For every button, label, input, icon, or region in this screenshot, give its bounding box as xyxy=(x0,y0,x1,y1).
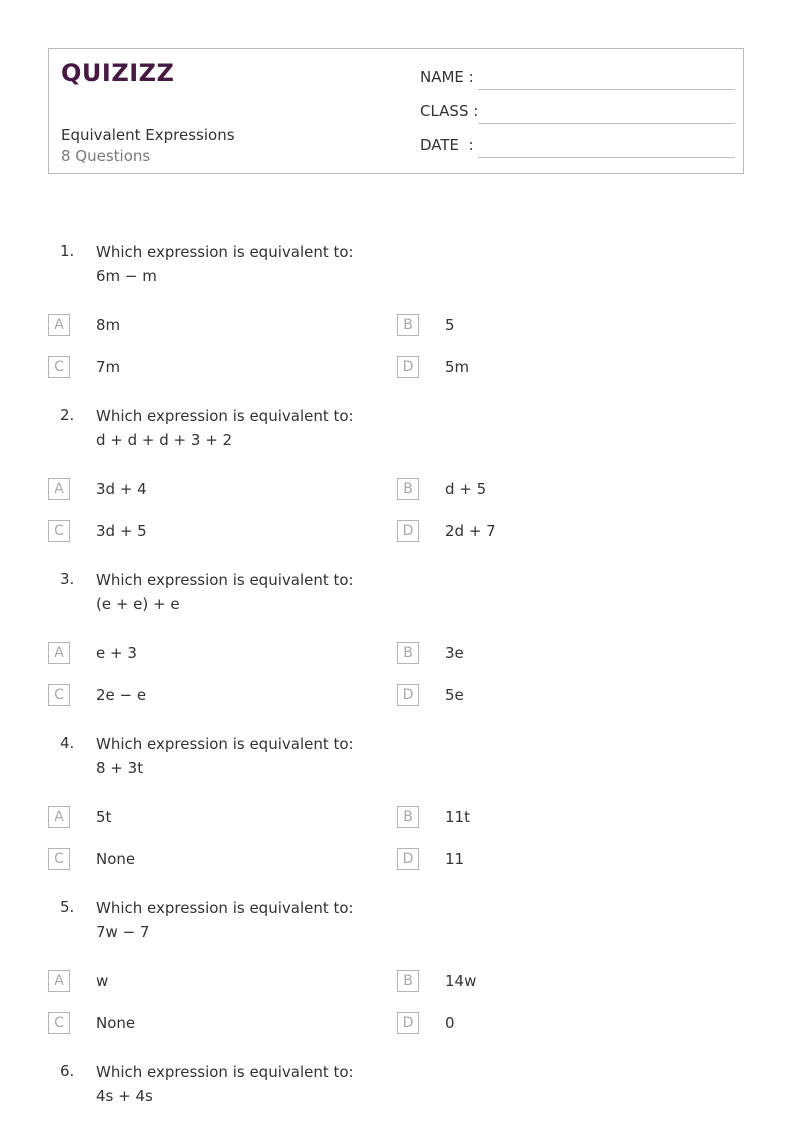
question-prompt: Which expression is equivalent to: xyxy=(96,735,354,753)
question-number: 1. xyxy=(60,242,75,260)
question-expression: 8 + 3t xyxy=(96,759,144,777)
worksheet-header xyxy=(48,48,744,174)
question-prompt: Which expression is equivalent to: xyxy=(96,571,354,589)
option-text-b: 11t xyxy=(445,808,470,826)
option-box-a[interactable]: A xyxy=(48,478,70,500)
question-prompt: Which expression is equivalent to: xyxy=(96,899,354,917)
name-field[interactable] xyxy=(420,68,735,92)
option-box-d[interactable]: D xyxy=(397,356,419,378)
option-text-c: 3d + 5 xyxy=(96,522,147,540)
question-count: 8 Questions xyxy=(61,147,151,165)
option-text-a: w xyxy=(96,972,109,990)
option-text-b: d + 5 xyxy=(445,480,487,498)
class-field[interactable] xyxy=(420,102,735,126)
question-text xyxy=(96,1060,354,1108)
option-text-d: 5m xyxy=(445,358,470,376)
question-text xyxy=(96,732,354,780)
question-text xyxy=(96,896,354,944)
question-number: 5. xyxy=(60,898,75,916)
option-text-c: None xyxy=(96,850,136,868)
question-prompt: Which expression is equivalent to: xyxy=(96,407,354,425)
question-number: 4. xyxy=(60,734,75,752)
option-text-a: 5t xyxy=(96,808,112,826)
option-text-b: 14w xyxy=(445,972,477,990)
question-text xyxy=(96,240,354,288)
option-text-d: 11 xyxy=(445,850,465,868)
class-label: CLASS : xyxy=(420,102,479,120)
question-prompt: Which expression is equivalent to: xyxy=(96,1063,354,1081)
question-number: 3. xyxy=(60,570,75,588)
option-text-a: e + 3 xyxy=(96,644,137,662)
question-expression: d + d + d + 3 + 2 xyxy=(96,431,233,449)
question-prompt: Which expression is equivalent to: xyxy=(96,243,354,261)
option-text-d: 5e xyxy=(445,686,464,704)
option-box-b[interactable]: B xyxy=(397,642,419,664)
quizizz-logo: QUIZIZZ xyxy=(61,59,175,87)
option-box-a[interactable]: A xyxy=(48,314,70,336)
option-box-d[interactable]: D xyxy=(397,684,419,706)
date-field[interactable] xyxy=(420,136,735,160)
option-box-b[interactable]: B xyxy=(397,806,419,828)
option-text-c: None xyxy=(96,1014,136,1032)
date-label: DATE : xyxy=(420,136,474,154)
option-text-a: 8m xyxy=(96,316,121,334)
option-box-d[interactable]: D xyxy=(397,1012,419,1034)
option-text-d: 2d + 7 xyxy=(445,522,496,540)
option-text-c: 7m xyxy=(96,358,121,376)
question-text xyxy=(96,404,354,452)
option-text-a: 3d + 4 xyxy=(96,480,147,498)
question-number: 6. xyxy=(60,1062,75,1080)
option-box-d[interactable]: D xyxy=(397,848,419,870)
option-text-b: 3e xyxy=(445,644,464,662)
option-text-d: 0 xyxy=(445,1014,455,1032)
question-expression: 6m − m xyxy=(96,267,157,285)
option-box-b[interactable]: B xyxy=(397,970,419,992)
option-box-d[interactable]: D xyxy=(397,520,419,542)
option-box-c[interactable]: C xyxy=(48,356,70,378)
option-box-a[interactable]: A xyxy=(48,642,70,664)
option-text-c: 2e − e xyxy=(96,686,147,704)
option-box-a[interactable]: A xyxy=(48,806,70,828)
option-box-b[interactable]: B xyxy=(397,314,419,336)
option-box-b[interactable]: B xyxy=(397,478,419,500)
option-box-c[interactable]: C xyxy=(48,848,70,870)
worksheet-title: Equivalent Expressions xyxy=(61,126,235,144)
option-box-c[interactable]: C xyxy=(48,1012,70,1034)
option-box-c[interactable]: C xyxy=(48,684,70,706)
question-expression: 7w − 7 xyxy=(96,923,150,941)
date-line[interactable] xyxy=(478,157,735,158)
question-expression: (e + e) + e xyxy=(96,595,180,613)
class-line[interactable] xyxy=(478,123,735,124)
question-text xyxy=(96,568,354,616)
name-line[interactable] xyxy=(478,89,735,90)
option-text-b: 5 xyxy=(445,316,455,334)
option-box-a[interactable]: A xyxy=(48,970,70,992)
question-expression: 4s + 4s xyxy=(96,1087,153,1105)
name-label: NAME : xyxy=(420,68,474,86)
option-box-c[interactable]: C xyxy=(48,520,70,542)
question-number: 2. xyxy=(60,406,75,424)
